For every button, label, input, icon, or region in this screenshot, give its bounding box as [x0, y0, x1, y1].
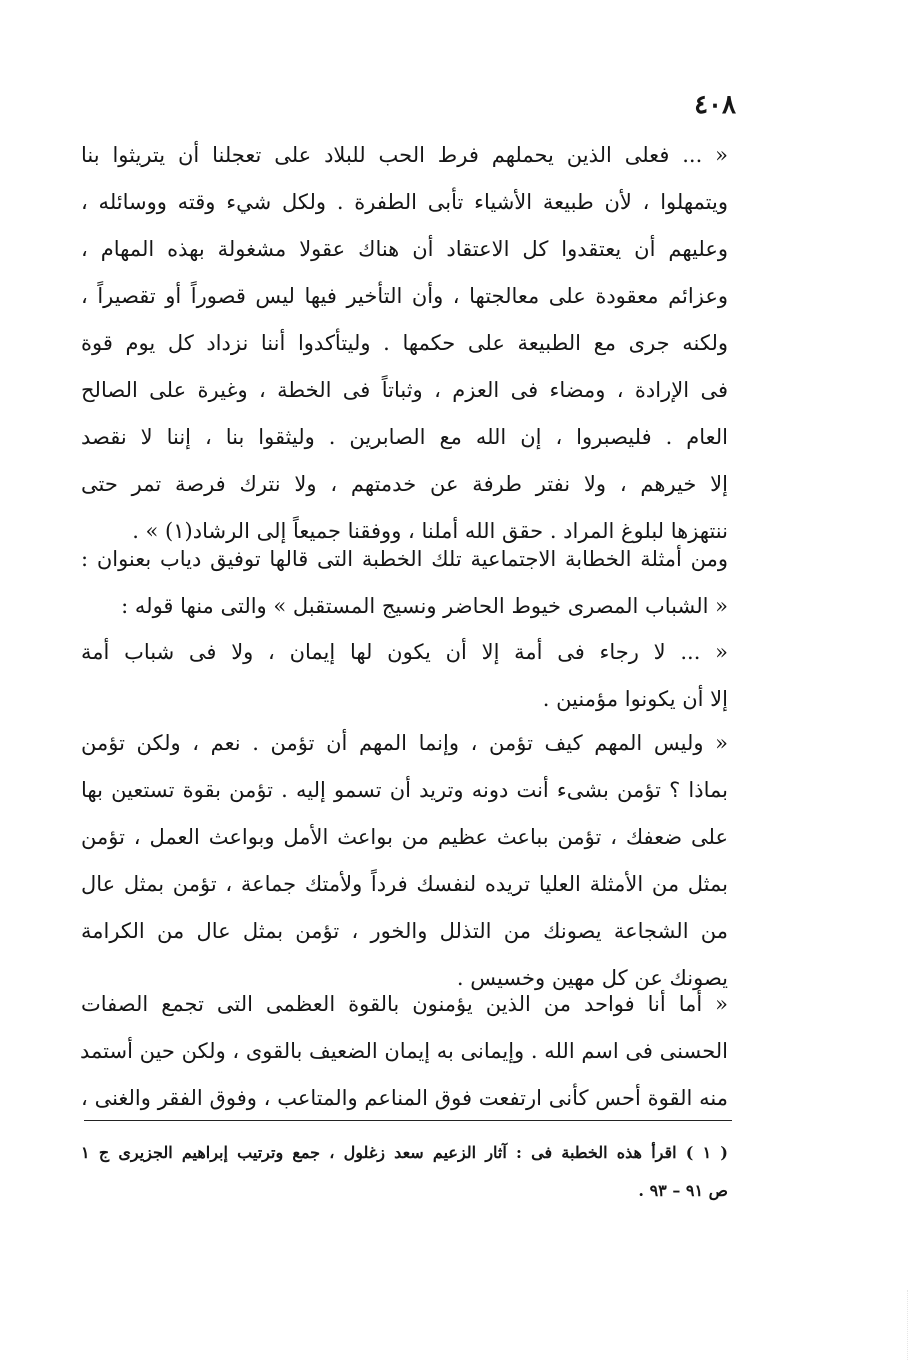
footnote-divider	[84, 1120, 732, 1121]
text-line: « الشباب المصرى خيوط الحاضر ونسيج المستقبل » والتى منها قوله :	[121, 594, 728, 618]
page-number: ٤٠٨	[694, 90, 736, 120]
text-line: بماذا ؟ تؤمن بشىء أنت دونه وتريد أن تسمو إليه . تؤمن بقوة تستعين بها	[81, 778, 728, 802]
text-line: بمثل من الأمثلة العليا تريده لنفسك فرداً ولأمتك جماعة ، تؤمن بمثل عال	[81, 872, 728, 896]
text-line: يصونك عن كل مهين وخسيس .	[456, 966, 728, 990]
text-line: ويتمهلوا ، لأن طبيعة الأشياء تأبى الطفرة . ولكل شيء وقته ووسائله ،	[81, 190, 728, 214]
text-line: وعليهم أن يعتقدوا كل الاعتقاد أن هناك عقولا مشغولة بهذه المهام ،	[81, 237, 728, 261]
text-line: وعزائم معقودة على معالجتها ، وأن التأخير فيها ليس قصوراً أو تقصيراً ،	[81, 284, 728, 308]
text-line: فى الإرادة ، ومضاء فى العزم ، وثباتاً فى الخطة ، وغيرة على الصالح	[81, 378, 728, 402]
text-line: من الشجاعة يصونك من التذلل والخور ، تؤمن بمثل عال من الكرامة	[81, 919, 728, 943]
paragraph-quote-zaghloul	[81, 132, 728, 555]
text-line: « أما أنا فواحد من الذين يؤمنون بالقوة العظمى التى تجمع الصفات	[81, 992, 728, 1016]
footnote	[81, 1134, 728, 1210]
text-line: إلا خيرهم ، ولا نفتر طرفة عن خدمتهم ، ولا نترك فرصة تمر حتى	[81, 472, 728, 496]
text-line: منه القوة أحس كأنى ارتفعت فوق المناعم والمتاعب ، وفوق الفقر والغنى ،	[81, 1086, 728, 1110]
paragraph-intro-dyab	[81, 536, 728, 630]
text-line: ننتهزها لبلوغ المراد . حقق الله أملنا ، ووفقنا جميعاً إلى الرشاد(١) » .	[132, 519, 728, 543]
text-line: « وليس المهم كيف تؤمن ، وإنما المهم أن تؤمن . نعم ، ولكن تؤمن	[81, 731, 728, 755]
footnote-line: ( ١ ) اقرأ هذه الخطبة فى : آثار الزعيم سعد زغلول ، جمع وترتيب إبراهيم الجزيرى ج ١	[81, 1143, 728, 1162]
paragraph-quote-faith	[81, 629, 728, 723]
footnote-line: ص ٩١ – ٩٣ .	[638, 1181, 728, 1200]
text-line: على ضعفك ، تؤمن بباعث عظيم من بواعث الأمل وبواعث العمل ، تؤمن	[81, 825, 728, 849]
text-line: ومن أمثلة الخطابة الاجتماعية تلك الخطبة التى قالها توفيق دياب بعنوان :	[81, 547, 728, 571]
text-line: ولكنه جرى مع الطبيعة على حكمها . وليتأكدوا أننا نزداد كل يوم قوة	[81, 331, 728, 355]
page-edge-mark	[907, 1290, 924, 1360]
text-line: « ... فعلى الذين يحملهم فرط الحب للبلاد على تعجلنا أن يتريثوا بنا	[81, 143, 728, 167]
paragraph-quote-great-power	[81, 981, 728, 1122]
text-line: الحسنى فى اسم الله . وإيمانى به إيمان الضعيف بالقوى ، ولكن حين أستمد	[80, 1039, 728, 1063]
paragraph-quote-how-to-believe	[81, 720, 728, 1002]
text-line: العام . فليصبروا ، إن الله مع الصابرين . وليثقوا بنا ، إننا لا نقصد	[81, 425, 728, 449]
text-line: إلا أن يكونوا مؤمنين .	[542, 687, 728, 711]
text-line: « ... لا رجاء فى أمة إلا أن يكون لها إيمان ، ولا فى شباب أمة	[81, 640, 728, 664]
